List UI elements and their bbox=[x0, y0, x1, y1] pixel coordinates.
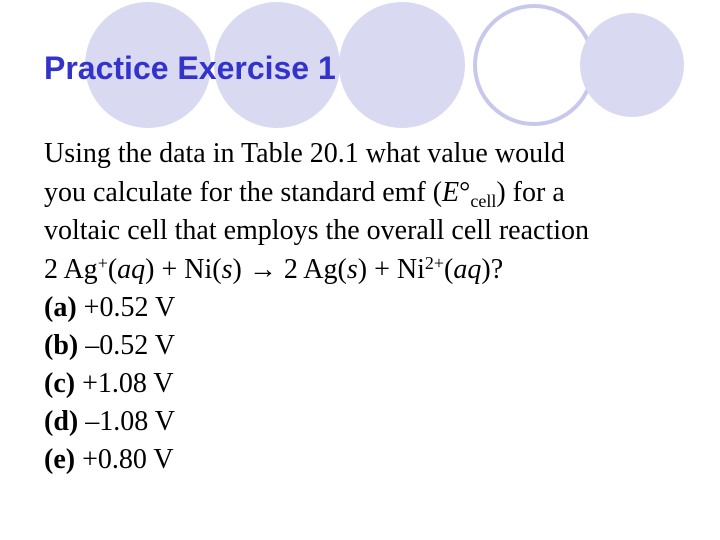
option-value: +0.52 V bbox=[76, 292, 176, 323]
option-value: –1.08 V bbox=[78, 406, 175, 437]
option-letter: (c) bbox=[44, 368, 76, 399]
option-value: +0.80 V bbox=[75, 444, 174, 475]
answer-option-b bbox=[44, 327, 694, 365]
question-line-3: voltaic cell that employs the overall cell reaction bbox=[44, 215, 590, 246]
reaction-equation: 2 Ag+(aq) + Ni(s) → 2 $Ag(s) + Ni^{2+}(aq)$? bbox=[44, 252, 504, 285]
decorative-circle bbox=[580, 13, 684, 117]
answer-option-e bbox=[44, 441, 694, 479]
decorative-circle bbox=[339, 2, 465, 128]
answer-option-d bbox=[44, 403, 694, 441]
option-letter: (a) bbox=[44, 292, 77, 323]
option-letter: (e) bbox=[44, 444, 76, 475]
option-value: +1.08 V bbox=[75, 368, 174, 399]
option-value: –0.52 V bbox=[78, 330, 175, 361]
option-letter: (d) bbox=[44, 406, 79, 437]
question-body bbox=[44, 135, 694, 479]
answer-option-c bbox=[44, 365, 694, 403]
question-line-2: you calculate for the standard emf $(E^\circ_{cell})$ for a bbox=[44, 176, 565, 211]
slide-title: Practice Exercise 1 bbox=[44, 50, 336, 86]
answer-option-a bbox=[44, 289, 694, 327]
decorative-circle bbox=[475, 6, 593, 124]
question-line-1: Using the data in Table 20.1 what value would bbox=[44, 138, 565, 169]
option-letter: (b) bbox=[44, 330, 79, 361]
